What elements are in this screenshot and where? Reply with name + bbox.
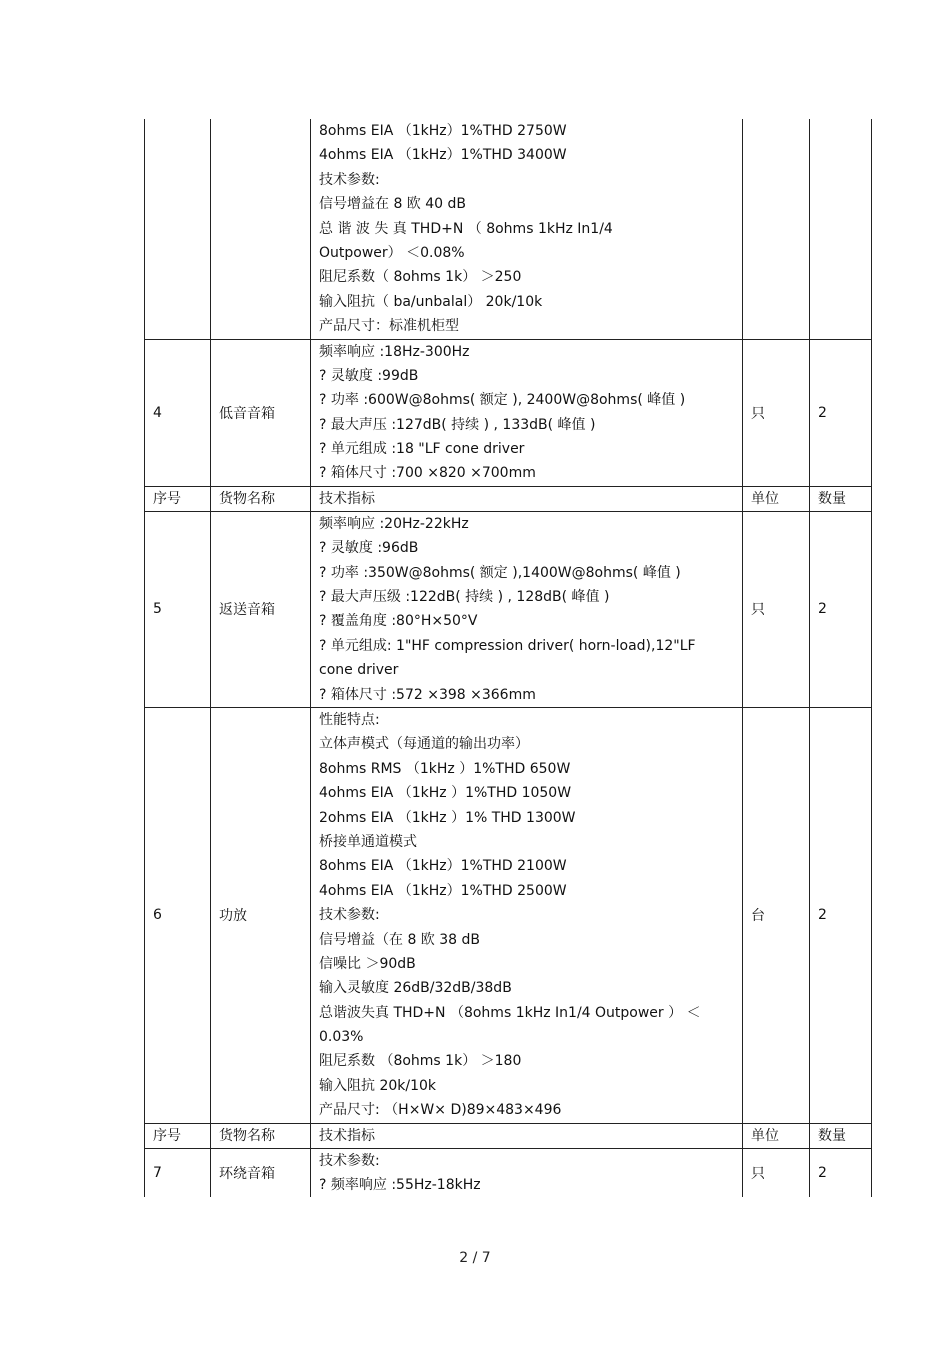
- spec-line: 技术参数:: [319, 171, 380, 188]
- spec-line: 4ohms EIA （1kHz ）1%THD 1050W: [319, 785, 572, 802]
- cell-unit: 台: [743, 707, 810, 1123]
- spec-line: ? 单元组成 :18 "LF cone driver: [319, 441, 525, 458]
- spec-line: Outpower） ＜0.08%: [319, 244, 465, 261]
- spec-lines: [319, 512, 734, 707]
- cell-qty: 2: [810, 1148, 872, 1197]
- header-row: [145, 1123, 872, 1148]
- spec-line: 桥接单通道模式: [319, 833, 417, 850]
- cell-name: 环绕音箱: [211, 1148, 311, 1197]
- spec-line: cone driver: [319, 662, 399, 679]
- cell-index: 6: [145, 707, 211, 1123]
- spec-line: 8ohms EIA （1kHz）1%THD 2100W: [319, 858, 567, 875]
- header-index: 序号: [145, 486, 211, 511]
- spec-lines: [319, 708, 734, 1123]
- spec-line: ? 覆盖角度 :80°H×50°V: [319, 613, 478, 630]
- spec-line: 输入灵敏度 26dB/32dB/38dB: [319, 980, 512, 997]
- cell-index: [145, 119, 211, 339]
- table-row: [145, 707, 872, 1123]
- header-qty: 数量: [810, 486, 872, 511]
- spec-line: 产品尺寸：标准机柜型: [319, 318, 459, 335]
- header-spec: 技术指标: [311, 486, 743, 511]
- table-row: [145, 339, 872, 486]
- cell-spec: [311, 119, 743, 339]
- spec-line: 性能特点:: [319, 711, 380, 728]
- cell-unit: 只: [743, 1148, 810, 1197]
- spec-line: ? 单元组成: 1"HF compression driver( horn-load),12"LF: [319, 637, 696, 654]
- header-qty: 数量: [810, 1123, 872, 1148]
- cell-spec: [311, 707, 743, 1123]
- spec-table: [144, 119, 872, 1197]
- spec-line: 4ohms EIA （1kHz）1%THD 3400W: [319, 147, 567, 164]
- spec-line: 输入阻抗（ ba/unbalal） 20k/10k: [319, 293, 543, 310]
- spec-lines: [319, 340, 734, 486]
- spec-line: 2ohms EIA （1kHz ）1% THD 1300W: [319, 809, 576, 826]
- spec-lines: [319, 119, 734, 339]
- header-unit: 单位: [743, 1123, 810, 1148]
- cell-spec: [311, 1148, 743, 1197]
- spec-line: ? 箱体尺寸 :700 ×820 ×700mm: [319, 465, 536, 482]
- page-number: 2 / 7: [459, 1250, 491, 1266]
- spec-lines: [319, 1149, 734, 1198]
- cell-qty: 2: [810, 511, 872, 707]
- header-name: 货物名称: [211, 486, 311, 511]
- spec-line: 4ohms EIA （1kHz）1%THD 2500W: [319, 882, 567, 899]
- spec-line: ? 箱体尺寸 :572 ×398 ×366mm: [319, 686, 536, 703]
- spec-line: ? 最大声压级 :122dB( 持续 ) , 128dB( 峰值 ): [319, 589, 610, 606]
- cell-name: 功放: [211, 707, 311, 1123]
- cell-name: 低音音箱: [211, 339, 311, 486]
- cell-spec: [311, 511, 743, 707]
- header-name: 货物名称: [211, 1123, 311, 1148]
- spec-line: ? 功率 :350W@8ohms( 额定 ),1400W@8ohms( 峰值 ): [319, 564, 681, 581]
- table-row: [145, 1148, 872, 1197]
- spec-line: ? 灵敏度 :96dB: [319, 540, 419, 557]
- cell-name: [211, 119, 311, 339]
- cell-unit: [743, 119, 810, 339]
- header-index: 序号: [145, 1123, 211, 1148]
- spec-line: 总 谐 波 失 真 THD+N （ 8ohms 1kHz In1/4: [319, 220, 613, 237]
- spec-line: 总谐波失真 THD+N （8ohms 1kHz In1/4 Outpower ） ＜: [319, 1004, 701, 1021]
- header-spec: 技术指标: [311, 1123, 743, 1148]
- spec-line: 8ohms EIA （1kHz）1%THD 2750W: [319, 123, 567, 139]
- cell-unit: 只: [743, 511, 810, 707]
- header-unit: 单位: [743, 486, 810, 511]
- spec-line: 输入阻抗 20k/10k: [319, 1077, 437, 1094]
- spec-line: 产品尺寸: （H×W× D)89×483×496: [319, 1102, 562, 1119]
- cell-unit: 只: [743, 339, 810, 486]
- spec-line: 频率响应 :18Hz-300Hz: [319, 343, 470, 360]
- spec-line: 0.03%: [319, 1029, 364, 1046]
- spec-line: ? 频率响应 :55Hz-18kHz: [319, 1177, 481, 1194]
- table-row-continued: [145, 119, 872, 339]
- cell-spec: [311, 339, 743, 486]
- spec-line: 信号增益（在 8 欧 38 dB: [319, 931, 481, 948]
- spec-line: ? 灵敏度 :99dB: [319, 367, 419, 384]
- cell-qty: [810, 119, 872, 339]
- cell-name: 返送音箱: [211, 511, 311, 707]
- cell-qty: 2: [810, 707, 872, 1123]
- cell-index: 5: [145, 511, 211, 707]
- table-row: [145, 511, 872, 707]
- spec-line: ? 最大声压 :127dB( 持续 ) , 133dB( 峰值 ): [319, 416, 596, 433]
- header-row: [145, 486, 872, 511]
- spec-line: 信号增益在 8 欧 40 dB: [319, 196, 467, 213]
- spec-line: 阻尼系数（ 8ohms 1k） ＞250: [319, 269, 522, 286]
- spec-line: 频率响应 :20Hz-22kHz: [319, 515, 469, 532]
- cell-index: 4: [145, 339, 211, 486]
- spec-line: 信噪比 ＞90dB: [319, 955, 416, 972]
- spec-line: 立体声模式（每通道的输出功率）: [319, 736, 529, 753]
- spec-line: 阻尼系数 （8ohms 1k） ＞180: [319, 1053, 522, 1070]
- spec-line: 技术参数:: [319, 1152, 380, 1169]
- spec-line: 技术参数:: [319, 907, 380, 924]
- spec-line: ? 功率 :600W@8ohms( 额定 ), 2400W@8ohms( 峰值 ): [319, 392, 686, 409]
- cell-index: 7: [145, 1148, 211, 1197]
- spec-line: 8ohms RMS （1kHz ）1%THD 650W: [319, 760, 571, 777]
- cell-qty: 2: [810, 339, 872, 486]
